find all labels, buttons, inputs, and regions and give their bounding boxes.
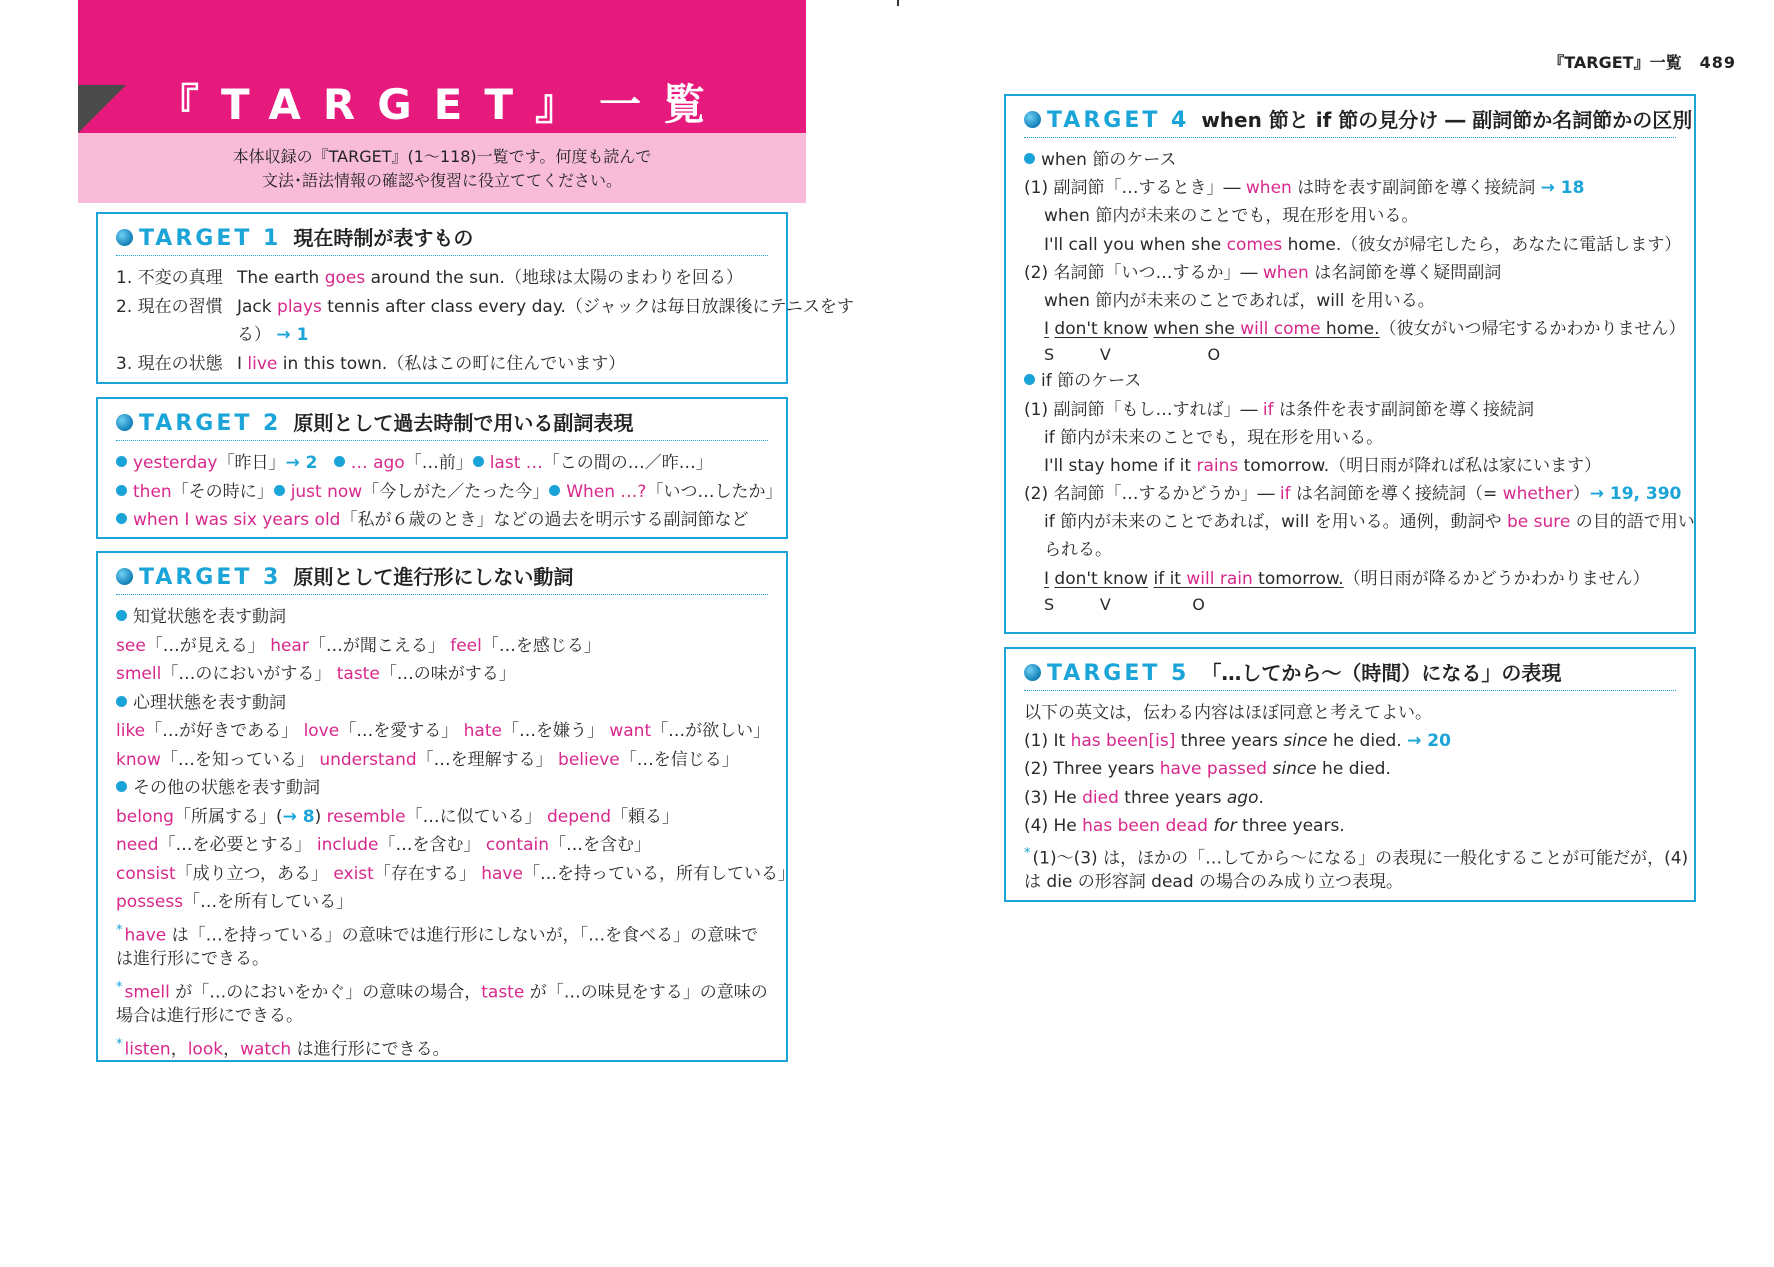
item-number: 1. 不変の真理 [116, 268, 223, 288]
example-sentence [1024, 315, 1686, 343]
target-title: 「…してから～（時間）になる」の表現 [1201, 661, 1562, 685]
bullet-icon [274, 485, 285, 496]
text: 「この間の…／昨…」 [542, 453, 713, 473]
text: 「…のにおいがする」 [161, 664, 332, 684]
keyword: have passed [1159, 759, 1268, 780]
keyword: died [1082, 787, 1119, 808]
text: three years. [1236, 815, 1345, 836]
text: 「成り立つ，ある」 [175, 863, 328, 884]
keyword: when [1245, 178, 1292, 199]
text: he died. [1316, 759, 1391, 780]
bullet-icon [334, 456, 345, 467]
asterisk-icon: * [1024, 845, 1031, 861]
example-sentence [1024, 231, 1682, 259]
text: 「…を信じる」 [619, 749, 739, 770]
emphasis: ago [1226, 787, 1259, 808]
keyword: … ago [350, 453, 405, 473]
target-5-box [1004, 647, 1696, 902]
emphasis: since [1272, 759, 1317, 780]
list-item [116, 717, 771, 746]
cross-reference: → 2 [285, 453, 318, 473]
text: は「…を持っている」の意味では進行形にしないが，「…を食べる」の意味で [166, 925, 759, 946]
keyword: when [1262, 262, 1309, 283]
list-item [116, 293, 854, 322]
keyword: have [124, 925, 167, 946]
keyword: feel [450, 635, 482, 656]
target-label: TARGET 3 [139, 565, 282, 590]
subheading [116, 689, 768, 718]
bullet-icon [1024, 111, 1041, 128]
keyword: have [481, 863, 523, 884]
text: (1) 副詞節「もし…すれば」― [1024, 399, 1263, 420]
subject: I [1044, 568, 1050, 589]
keyword: want [609, 721, 652, 741]
text: (1) It [1024, 731, 1071, 752]
svo-labels: S V O [1044, 594, 1205, 614]
subheading [1024, 146, 1676, 174]
text: 「今しがた／たった今」 [362, 481, 550, 502]
keyword: if [1262, 399, 1274, 420]
item-number [116, 321, 237, 350]
keyword: when I was six years old [133, 510, 341, 530]
keyword: last … [489, 453, 543, 473]
object: when she [1153, 319, 1241, 340]
keyword: plays [277, 296, 322, 317]
keyword: When …? [566, 481, 647, 502]
text: その他の状態を表す動詞 [133, 778, 320, 798]
text: 「…を含む」 [378, 835, 481, 855]
keyword: belong [116, 806, 174, 827]
list-item [116, 506, 768, 535]
text: Jack [237, 296, 278, 317]
text: の目的語で用い [1570, 512, 1695, 533]
keyword: love [303, 721, 340, 741]
text: tennis after class every day.（ジャックは毎日放課後にテニスをす [321, 296, 854, 317]
keyword: hear [270, 635, 309, 656]
text: I [237, 353, 248, 374]
list-item [1024, 480, 1682, 508]
subject: I [1044, 319, 1050, 340]
keyword: taste [336, 664, 380, 684]
text: 「いつ…したか」 [646, 481, 783, 502]
text: 「…を持っている，所有している」 [522, 863, 795, 884]
crop-mark [897, 0, 899, 6]
keyword: smell [116, 664, 162, 684]
asterisk-icon: * [116, 979, 123, 995]
text: 「…を感じる」 [481, 635, 601, 656]
text: は die の形容詞 dead の場合のみ成り立つ表現。 [1024, 872, 1404, 893]
text: three years [1175, 731, 1284, 752]
keyword: know [116, 749, 161, 770]
text: (2) 名詞節「…するかどうか」― [1024, 484, 1280, 505]
keyword: resemble [326, 806, 406, 827]
list-item [116, 660, 768, 689]
example-sentence [1024, 812, 1676, 840]
keyword: has been[is] [1070, 731, 1176, 752]
asterisk-icon: * [116, 922, 123, 938]
item-number: 2. 現在の習慣 [116, 296, 223, 317]
target-heading [1024, 657, 1676, 691]
text: 「頼る」 [611, 806, 680, 827]
keyword: understand [319, 749, 417, 770]
keyword: goes [324, 268, 366, 288]
text: が「…のにおいをかぐ」の意味の場合， [169, 982, 482, 1003]
page-number: 489 [1699, 53, 1736, 72]
text: ) [314, 806, 322, 827]
bullet-icon [116, 229, 133, 246]
bullet-icon [473, 456, 484, 467]
text: if 節内が未来のことでも，現在形を用いる。 [1044, 427, 1384, 448]
text: when 節内が未来のことでも，現在形を用いる。 [1044, 206, 1419, 227]
target-label: TARGET 5 [1047, 661, 1190, 686]
target-1-box [96, 212, 854, 384]
cross-reference: → 1 [276, 325, 309, 345]
emphasis: since [1283, 731, 1328, 752]
bullet-icon [1024, 153, 1035, 164]
bullet-icon [116, 414, 133, 431]
keyword: like [116, 721, 146, 741]
target-2-box [96, 397, 788, 539]
keyword: look [187, 1039, 224, 1060]
text: 「…の味がする」 [379, 664, 516, 684]
keyword: has been dead [1082, 815, 1208, 836]
list-item [1024, 508, 1695, 536]
example-sentence [1024, 755, 1676, 783]
list-item [1024, 536, 1676, 564]
keyword: yesterday [133, 453, 218, 473]
text: は名詞節を導く疑問副詞 [1308, 262, 1502, 283]
intro-line: 以下の英文は，伝わる内容はほぼ同意と考えてよい。 [1024, 703, 1432, 723]
bullet-icon [549, 485, 560, 496]
example-sentence: (3) He died three years ago. [1024, 787, 1264, 808]
target-4-box [1004, 94, 1696, 634]
text: 「…前」 [404, 453, 473, 473]
subheading [116, 774, 768, 803]
text: （彼女がいつ帰宅するかわかりません） [1379, 319, 1686, 340]
bullet-icon [116, 485, 127, 496]
object: if it [1153, 568, 1187, 589]
subheading [116, 603, 768, 632]
list-item [116, 860, 795, 889]
text: when 節のケース [1041, 150, 1177, 170]
bullet-icon [116, 696, 127, 707]
intro-text [78, 133, 806, 203]
intro-line: 本体収録の『TARGET』(1～118)一覧です。何度も読んで [232, 147, 652, 166]
object: tomorrow. [1252, 568, 1344, 589]
list-item [1024, 287, 1676, 315]
keyword: comes [1226, 234, 1283, 255]
text: 「…が聞こえる」 [308, 635, 445, 656]
svo-labels: S V O [1044, 345, 1221, 365]
text: 「その時に」 [171, 481, 274, 502]
text: は時を表す副詞節を導く接続詞 [1291, 178, 1536, 199]
bullet-icon [116, 568, 133, 585]
bullet-icon [1024, 374, 1035, 385]
text: (2) Three years [1024, 759, 1160, 780]
list-item [116, 350, 768, 379]
text: 「…を含む」 [549, 835, 651, 855]
list-item [116, 803, 768, 832]
page-title: 『TARGET』一覧 [156, 80, 728, 129]
text: (4) He [1024, 815, 1083, 836]
keyword: see [116, 635, 146, 656]
list-item [116, 746, 768, 775]
text: when 節内が未来のことであれば，will を用いる。 [1044, 290, 1435, 311]
text: （明日雨が降るかどうかわかりません） [1343, 568, 1650, 589]
list-item [1024, 174, 1676, 202]
item-number: 3. 現在の状態 [116, 353, 223, 374]
text: 「…を知っている」 [160, 749, 314, 770]
bullet-icon [116, 456, 127, 467]
keyword: smell [124, 982, 170, 1003]
text: は条件を表す副詞節を導く接続詞 [1273, 399, 1535, 420]
text: if 節内が未来のことであれば，will を用いる。通例，動詞や [1044, 512, 1507, 533]
list-item [1024, 396, 1676, 424]
cross-reference: → 19, 390 [1589, 484, 1682, 505]
text: 「存在する」 [373, 863, 476, 884]
cross-reference: → 8 [282, 806, 315, 827]
keyword: contain [485, 835, 549, 855]
text: if 節のケース [1041, 371, 1142, 392]
note: * listen，look，watch は進行形にできる。 [116, 1036, 450, 1060]
text: 「…が見える」 [145, 635, 265, 656]
target-title: when 節と if 節の見分け ― 副詞節か名詞節かの区別 [1201, 108, 1693, 132]
keyword: listen [124, 1039, 171, 1060]
bullet-icon [116, 610, 127, 621]
keyword: depend [546, 806, 612, 827]
text: 「…を愛する」 [339, 721, 459, 741]
text: I'll call you when she [1044, 234, 1227, 255]
bullet-icon [116, 513, 127, 524]
keyword: be sure [1507, 512, 1571, 533]
text: 「…を必要とする」 [158, 835, 312, 855]
text: 心理状態を表す動詞 [133, 692, 286, 713]
text: 「所属する」( [173, 806, 283, 827]
running-head-title: 『TARGET』一覧 [1548, 53, 1682, 72]
text: 「…が好きである」 [145, 721, 299, 741]
subheading [1024, 367, 1676, 395]
note [1024, 840, 1689, 869]
emphasis: for [1213, 815, 1237, 836]
cross-reference: → 20 [1407, 731, 1451, 752]
list-item [1024, 202, 1676, 230]
text: 「…を嫌う」 [501, 721, 604, 741]
keyword: exist [333, 863, 374, 884]
text: 「…を所有している」 [183, 892, 354, 912]
list-item [116, 449, 768, 478]
target-label: TARGET 4 [1047, 108, 1190, 133]
example-sentence [1024, 565, 1676, 593]
keyword: will rain [1186, 568, 1253, 589]
keyword: include [316, 835, 379, 855]
target-label: TARGET 2 [139, 411, 282, 436]
text: は進行形にできる。 [291, 1039, 450, 1060]
list-item [116, 632, 768, 661]
note [116, 1002, 768, 1031]
target-heading [116, 222, 768, 256]
verb: don't know [1054, 319, 1149, 340]
keyword: watch [240, 1039, 292, 1060]
text: tomorrow.（明日雨が降れば私は家にいます） [1238, 455, 1602, 476]
target-title: 原則として過去時制で用いる副詞表現 [293, 411, 634, 435]
example-sentence [1024, 727, 1676, 755]
keyword: hate [463, 721, 502, 741]
list-item [1024, 259, 1676, 287]
text: は進行形にできる。 [116, 949, 269, 969]
example-sentence [1024, 452, 1676, 480]
target-heading [116, 407, 768, 441]
text: he died. [1327, 731, 1402, 752]
target-heading [116, 561, 768, 595]
text: る） [237, 325, 271, 345]
text: three years [1118, 787, 1227, 808]
target-3-box [96, 551, 795, 1062]
target-label: TARGET 1 [139, 226, 282, 251]
text: (1) 副詞節「…するとき」― [1024, 178, 1246, 199]
list-item [1024, 424, 1676, 452]
target-title: 現在時制が表すもの [293, 226, 474, 250]
text: 「…が欲しい」 [651, 721, 771, 741]
text: around the sun.（地球は太陽のまわりを回る） [365, 268, 743, 288]
keyword: consist [116, 863, 176, 884]
text: in this town.（私はこの町に住んでいます） [277, 353, 626, 374]
object: home. [1320, 319, 1380, 340]
text: (1)～(3) は，ほかの「…してから～になる」の表現に一般化することが可能だが，(4) [1032, 848, 1689, 869]
list-item [116, 888, 768, 917]
note [116, 974, 768, 1003]
text: 「…に似ている」 [405, 806, 542, 827]
text: ） [1572, 484, 1590, 505]
text: The earth [237, 268, 325, 288]
bullet-icon [1024, 664, 1041, 681]
bullet-icon [116, 781, 127, 792]
keyword: taste [481, 982, 525, 1003]
text: 「私が６歳のとき」などの過去を明示する副詞節など [340, 510, 749, 530]
asterisk-icon: * [116, 1036, 123, 1052]
note [116, 917, 768, 946]
list-item [116, 321, 768, 350]
keyword: will come [1240, 319, 1321, 340]
keyword: believe [558, 749, 620, 770]
text: 「…を理解する」 [416, 749, 553, 770]
target-title: 原則として進行形にしない動詞 [293, 565, 574, 589]
text: られる。 [1044, 540, 1112, 561]
text: 場合は進行形にできる。 [116, 1006, 303, 1026]
keyword: if [1279, 484, 1291, 505]
keyword: need [116, 835, 159, 855]
text: (3) He [1024, 787, 1083, 808]
text: I'll stay home if it [1044, 455, 1197, 476]
title-banner [78, 0, 806, 133]
list-item [116, 264, 768, 293]
note [116, 945, 768, 974]
target-heading [1024, 104, 1693, 138]
keyword: then [133, 481, 172, 502]
note [1024, 868, 1676, 896]
text: home.（彼女が帰宅したら，あなたに電話します） [1282, 234, 1682, 255]
keyword: whether [1502, 484, 1573, 505]
text: が「…の味見をする」の意味の [524, 982, 768, 1003]
keyword: possess [116, 892, 184, 912]
verb: don't know [1054, 568, 1149, 589]
text: 知覚状態を表す動詞 [133, 607, 286, 627]
keyword: live [247, 353, 278, 374]
list-item [116, 478, 783, 507]
keyword: just now [290, 481, 363, 502]
intro-line: 文法･語法情報の確認や復習に役立ててください。 [261, 171, 622, 190]
text: (2) 名詞節「いつ…するか」― [1024, 262, 1263, 283]
cross-reference: → 18 [1540, 178, 1585, 199]
running-head [1548, 50, 1736, 73]
text: は名詞節を導く接続詞（= [1290, 484, 1503, 505]
list-item [116, 831, 768, 860]
keyword: rains [1196, 455, 1239, 476]
text: 「昨日」 [217, 453, 286, 473]
